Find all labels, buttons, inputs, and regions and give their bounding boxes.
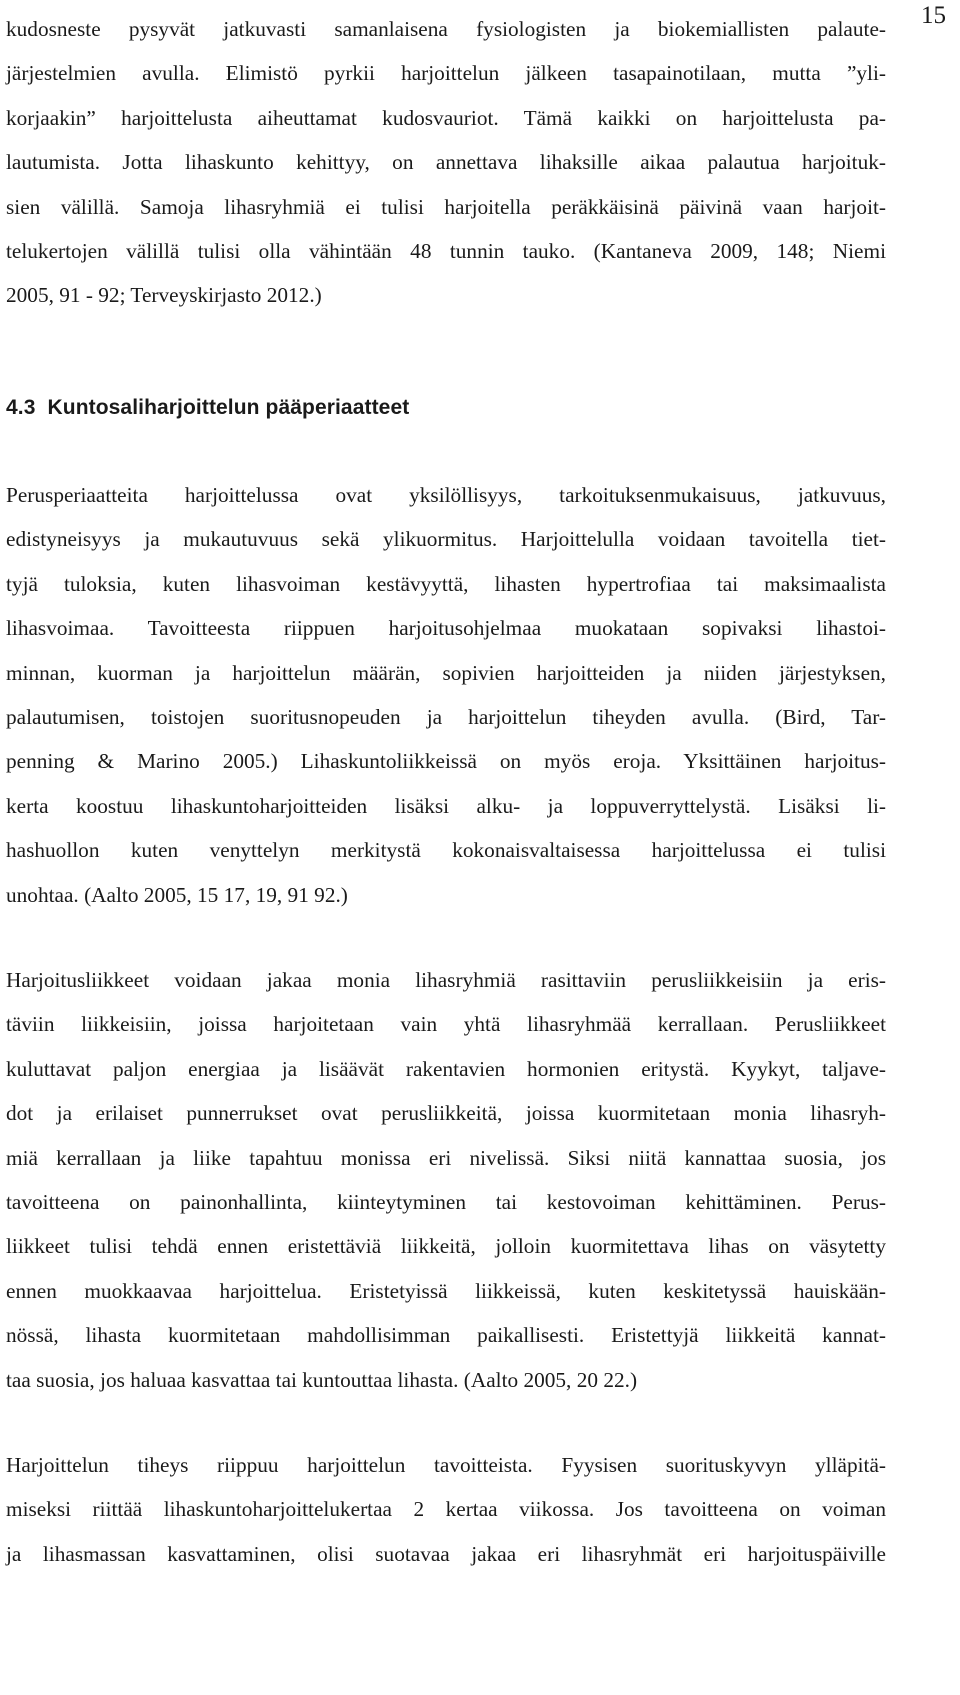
text-line: miseksi riittää lihaskuntoharjoittelukertaa 2 kertaa viikossa. Jos tavoitteena on voiman <box>6 1497 886 1522</box>
text-line: palautumisen, toistojen suoritusnopeuden ja harjoittelun tiheyden avulla. (Bird, Tar- <box>6 704 886 729</box>
text-line: penning & Marino 2005.) Lihaskuntoliikkeissä on myös eroja. Yksittäinen harjoitus- <box>6 749 886 774</box>
text-line: ennen muokkaavaa harjoittelua. Eristetyissä liikkeissä, kuten keskitetyssä hauiskään- <box>6 1278 886 1303</box>
text-line: täviin liikkeisiin, joissa harjoitetaan vain yhtä lihasryhmää kerrallaan. Perusliikkeet <box>6 1012 886 1037</box>
section-number: 4.3 <box>6 396 36 419</box>
text-line: miä kerrallaan ja liike tapahtuu monissa eri nivelissä. Siksi niitä kannattaa suosia, jos <box>6 1145 886 1170</box>
text-line: minnan, kuorman ja harjoittelun määrän, sopivien harjoitteiden ja niiden järjestyksen, <box>6 660 886 685</box>
paragraph-frequency <box>6 1443 886 1576</box>
paragraph-principles <box>6 473 886 917</box>
page-number: 15 <box>921 2 946 29</box>
text-line: korjaakin” harjoittelusta aiheuttamat kudosvauriot. Tämä kaikki on harjoittelusta pa- <box>6 105 886 130</box>
text-line: 2005, 91 - 92; Terveyskirjasto 2012.) <box>6 283 322 308</box>
text-line: unohtaa. (Aalto 2005, 15 17, 19, 91 92.) <box>6 882 348 907</box>
text-line: Harjoittelun tiheys riippuu harjoittelun tavoitteista. Fyysisen suorituskyvyn ylläpitä- <box>6 1453 886 1477</box>
text-line: kerta koostuu lihaskuntoharjoitteiden lisäksi alku- ja loppuverryttelystä. Lisäksi li- <box>6 793 886 818</box>
text-line: Harjoitusliikkeet voidaan jakaa monia lihasryhmiä rasittaviin perusliikkeisiin ja eris- <box>6 968 886 992</box>
intro-paragraph <box>6 7 886 318</box>
text-line: telukertojen välillä tulisi olla vähintään 48 tunnin tauko. (Kantaneva 2009, 148; Niemi <box>6 238 886 263</box>
text-line: kudosneste pysyvät jatkuvasti samanlaisena fysiologisten ja biokemiallisten palaute- <box>6 17 886 41</box>
text-line: järjestelmien avulla. Elimistö pyrkii harjoittelun jälkeen tasapainotilaan, mutta ”yli- <box>6 61 886 86</box>
text-line: hashuollon kuten venyttelyn merkitystä kokonaisvaltaisessa harjoittelussa ei tulisi <box>6 838 886 863</box>
text-line: ja lihasmassan kasvattaminen, olisi suotavaa jakaa eri lihasryhmät eri harjoituspäiville <box>6 1541 886 1566</box>
text-line: tavoitteena on painonhallinta, kiinteytyminen tai kestovoiman kehittäminen. Perus- <box>6 1189 886 1214</box>
text-line: Perusperiaatteita harjoittelussa ovat yksilöllisyys, tarkoituksenmukaisuus, jatkuvuus, <box>6 483 886 507</box>
section-heading <box>6 393 409 423</box>
text-line: nössä, lihasta kuormitetaan mahdollisimman paikallisesti. Eristettyjä liikkeitä kannat- <box>6 1323 886 1348</box>
section-title: Kuntosaliharjoittelun pääperiaatteet <box>47 396 410 419</box>
text-line: lautumista. Jotta lihaskunto kehittyy, on annettava lihaksille aikaa palautua harjoituk- <box>6 150 886 175</box>
paragraph-exercises <box>6 958 886 1402</box>
text-line: lihasvoimaa. Tavoitteesta riippuen harjoitusohjelmaa muokataan sopivaksi lihastoi- <box>6 616 886 641</box>
text-line: edistyneisyys ja mukautuvuus sekä ylikuormitus. Harjoittelulla voidaan tavoitella tiet- <box>6 527 886 552</box>
text-line: kuluttavat paljon energiaa ja lisäävät rakentavien hormonien eritystä. Kyykyt, taljave- <box>6 1056 886 1081</box>
text-line: dot ja erilaiset punnerrukset ovat perusliikkeitä, joissa kuormitetaan monia lihasryh- <box>6 1101 886 1126</box>
text-line: tyjä tuloksia, kuten lihasvoiman kestävyyttä, lihasten hypertrofiaa tai maksimaalista <box>6 571 886 596</box>
text-line: taa suosia, jos haluaa kasvattaa tai kuntouttaa lihasta. (Aalto 2005, 20 22.) <box>6 1367 638 1392</box>
text-line: sien välillä. Samoja lihasryhmiä ei tulisi harjoitella peräkkäisinä päivinä vaan harjoit- <box>6 194 886 219</box>
text-line: liikkeet tulisi tehdä ennen eristettäviä liikkeitä, jolloin kuormitettava lihas on väsytetty <box>6 1234 886 1259</box>
